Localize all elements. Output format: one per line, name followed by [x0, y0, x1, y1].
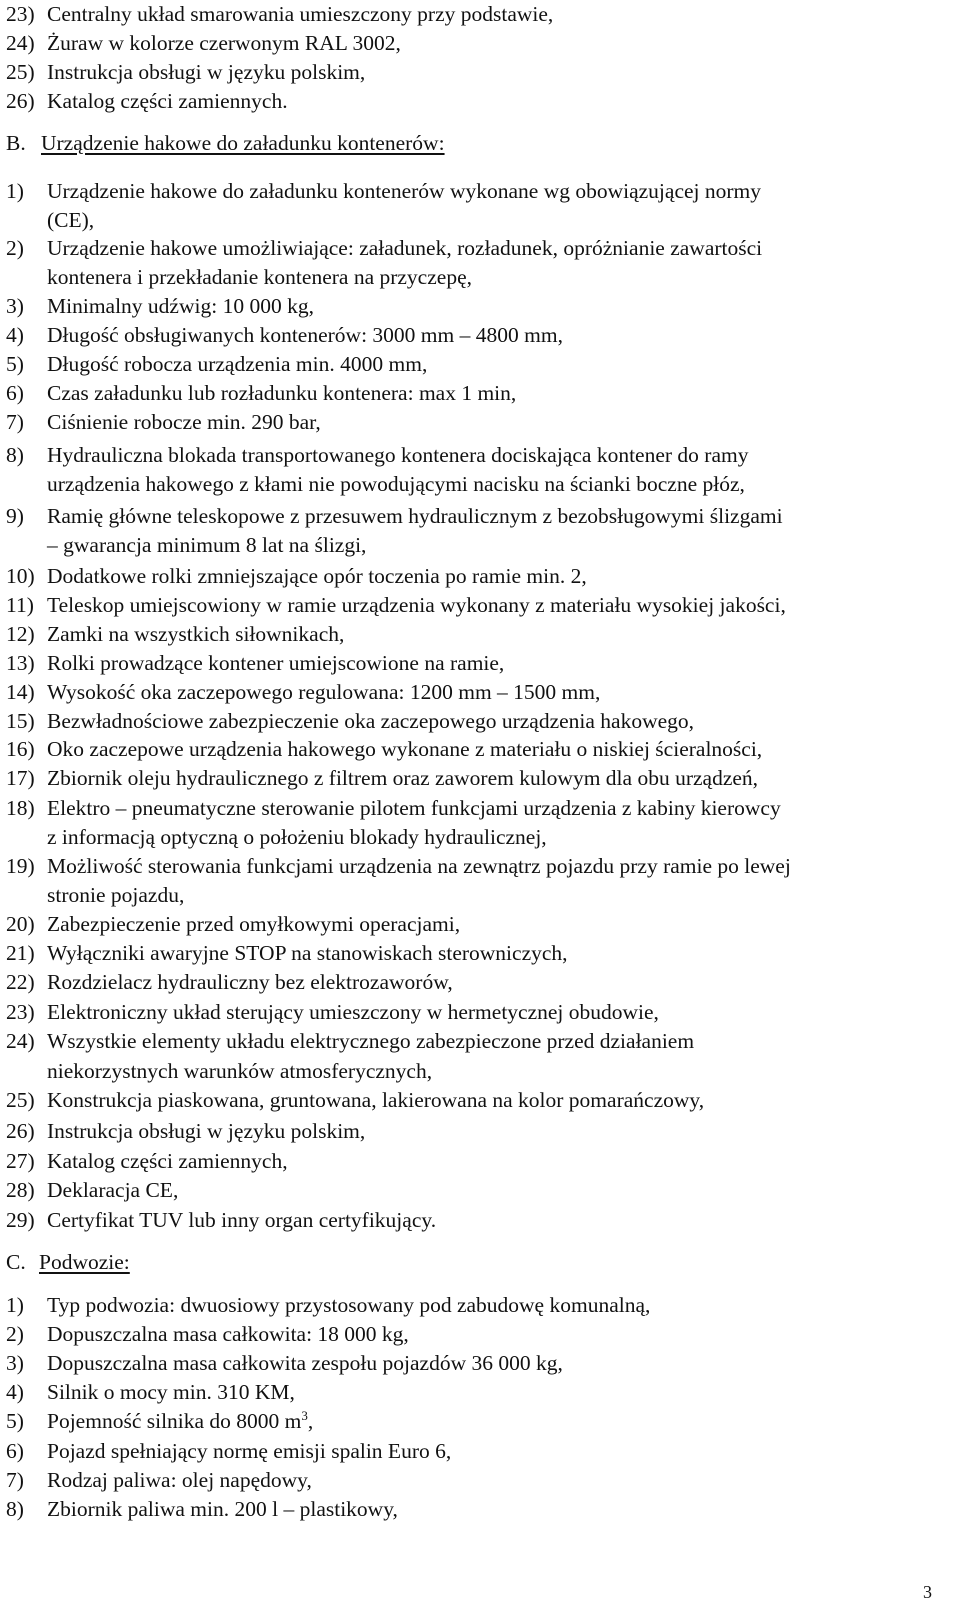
section-letter: C.: [6, 1250, 26, 1274]
item-number: 3): [6, 1351, 24, 1375]
item-text: Instrukcja obsługi w języku polskim,: [47, 60, 366, 84]
item-text: Teleskop umiejscowiony w ramie urządzenia wykonany z materiału wysokiej jakości,: [47, 593, 786, 617]
item-number: 5): [6, 352, 24, 376]
item-number: 22): [6, 970, 35, 994]
item-text: [47, 1441, 451, 1463]
item-text: [47, 1382, 295, 1404]
item-number: 26): [6, 89, 35, 113]
item-text: Bezwładnościowe zabezpieczenie oka zaczepowego urządzenia hakowego,: [47, 709, 695, 733]
item-number: 7): [6, 1468, 24, 1492]
item-number: 4): [6, 1380, 24, 1404]
item-number: 15): [6, 709, 35, 733]
item-number: 11): [6, 593, 34, 617]
item-number: 19): [6, 854, 35, 878]
item-text: Zbiornik oleju hydraulicznego z filtrem oraz zaworem kulowym dla obu urządzeń,: [47, 766, 759, 790]
item-number: 12): [6, 622, 35, 646]
item-text: [47, 1499, 398, 1521]
item-number: 26): [6, 1119, 35, 1143]
item-number: 14): [6, 680, 35, 704]
item-text: – gwarancja minimum 8 lat na ślizgi,: [47, 533, 367, 557]
item-number: 5): [6, 1409, 24, 1433]
item-text: Urządzenie hakowe do załadunku kontenerów wykonane wg obowiązującej normy: [47, 179, 762, 203]
item-text-main: Typ podwozia: dwuosiowy przystosowany pod zabudowę komunalną,: [47, 1293, 651, 1317]
item-text: Zabezpieczenie przed omyłkowymi operacjami,: [47, 912, 461, 936]
item-text: Centralny układ smarowania umieszczony przy podstawie,: [47, 2, 554, 26]
item-text: Deklaracja CE,: [47, 1178, 179, 1202]
item-number: 13): [6, 651, 35, 675]
item-text: Długość obsługiwanych kontenerów: 3000 mm – 4800 mm,: [47, 323, 563, 347]
item-number: 8): [6, 1497, 24, 1521]
item-text: Hydrauliczna blokada transportowanego kontenera dociskająca kontener do ramy: [47, 443, 749, 467]
item-text: Wszystkie elementy układu elektrycznego zabezpieczone przed działaniem: [47, 1029, 695, 1053]
item-text: Dodatkowe rolki zmniejszające opór toczenia po ramie min. 2,: [47, 564, 587, 588]
item-text: Wysokość oka zaczepowego regulowana: 1200 mm – 1500 mm,: [47, 680, 601, 704]
section-title: Urządzenie hakowe do załadunku kontenerów:: [41, 131, 445, 155]
item-number: 1): [6, 179, 24, 203]
item-text: Ramię główne teleskopowe z przesuwem hydraulicznym z bezobsługowymi ślizgami: [47, 504, 783, 528]
item-number: 18): [6, 796, 35, 820]
item-text: Elektro – pneumatyczne sterowanie pilotem funkcjami urządzenia z kabiny kierowcy: [47, 796, 781, 820]
item-text: Rolki prowadzące kontener umiejscowione na ramie,: [47, 651, 505, 675]
item-text: [47, 1470, 312, 1492]
item-number: 23): [6, 1000, 35, 1024]
item-text-main: Dopuszczalna masa całkowita: 18 000 kg,: [47, 1322, 409, 1346]
item-text-main: Pojemność silnika do 8000 m: [47, 1409, 302, 1433]
item-number: 28): [6, 1178, 35, 1202]
item-text: [47, 1408, 314, 1433]
page-number: 3: [923, 1582, 932, 1602]
item-text: Certyfikat TUV lub inny organ certyfikujący.: [47, 1208, 437, 1232]
item-text-main: Rodzaj paliwa: olej napędowy,: [47, 1468, 312, 1492]
item-text: Możliwość sterowania funkcjami urządzenia na zewnątrz pojazdu przy ramie po lewej: [47, 854, 791, 878]
item-text: urządzenia hakowego z kłami nie powodującymi nacisku na ścianki boczne płóz,: [47, 472, 745, 496]
item-text: Katalog części zamiennych.: [47, 89, 288, 113]
item-number: 7): [6, 410, 24, 434]
item-number: 1): [6, 1293, 24, 1317]
item-text: Ciśnienie robocze min. 290 bar,: [47, 410, 321, 434]
item-number: 25): [6, 1088, 35, 1112]
item-number: 23): [6, 2, 35, 26]
item-number: 27): [6, 1149, 35, 1173]
item-number: 4): [6, 323, 24, 347]
item-text: Katalog części zamiennych,: [47, 1149, 288, 1173]
item-number: 24): [6, 31, 35, 55]
section-letter: B.: [6, 131, 26, 155]
item-text: niekorzystnych warunków atmosferycznych,: [47, 1059, 433, 1083]
item-text: stronie pojazdu,: [47, 883, 185, 907]
item-text-suffix: ,: [307, 1409, 314, 1433]
item-text-main: Silnik o mocy min. 310 KM,: [47, 1380, 295, 1404]
item-number: 3): [6, 294, 24, 318]
item-text: Rozdzielacz hydrauliczny bez elektrozaworów,: [47, 970, 453, 994]
item-text: Minimalny udźwig: 10 000 kg,: [47, 294, 314, 318]
item-number: 21): [6, 941, 35, 965]
item-number: 8): [6, 443, 24, 467]
item-text: [47, 1353, 563, 1375]
item-text-main: Zbiornik paliwa min. 200 l – plastikowy,: [47, 1497, 398, 1521]
item-number: 17): [6, 766, 35, 790]
item-text: Żuraw w kolorze czerwonym RAL 3002,: [47, 31, 401, 55]
item-text: kontenera i przekładanie kontenera na przyczepę,: [47, 265, 472, 289]
item-number: 2): [6, 1322, 24, 1346]
item-number: 24): [6, 1029, 35, 1053]
item-number: 2): [6, 236, 24, 260]
item-text: (CE),: [47, 208, 95, 232]
item-text: Elektroniczny układ sterujący umieszczony w hermetycznej obudowie,: [47, 1000, 659, 1024]
item-number: 16): [6, 737, 35, 761]
item-text: Długość robocza urządzenia min. 4000 mm,: [47, 352, 428, 376]
item-number: 29): [6, 1208, 35, 1232]
item-number: 9): [6, 504, 24, 528]
item-text: Instrukcja obsługi w języku polskim,: [47, 1119, 366, 1143]
item-text: Czas załadunku lub rozładunku kontenera: max 1 min,: [47, 381, 517, 405]
item-number: 25): [6, 60, 35, 84]
item-number: 10): [6, 564, 35, 588]
item-text-main: Pojazd spełniający normę emisji spalin Euro 6,: [47, 1439, 452, 1463]
item-text: Konstrukcja piaskowana, gruntowana, lakierowana na kolor pomarańczowy,: [47, 1088, 705, 1112]
item-text: Oko zaczepowe urządzenia hakowego wykonane z materiału o niskiej ścieralności,: [47, 737, 763, 761]
item-text: [47, 1324, 409, 1346]
section-title: Podwozie:: [39, 1250, 130, 1274]
item-text: Zamki na wszystkich siłownikach,: [47, 622, 345, 646]
item-text: [47, 1295, 650, 1317]
item-text: Urządzenie hakowe umożliwiające: załadunek, rozładunek, opróżnianie zawartości: [47, 236, 763, 260]
item-number: 6): [6, 381, 24, 405]
item-text: z informacją optyczną o położeniu blokady hydraulicznej,: [47, 825, 547, 849]
item-number: 20): [6, 912, 35, 936]
item-text: Wyłączniki awaryjne STOP na stanowiskach sterowniczych,: [47, 941, 568, 965]
item-number: 6): [6, 1439, 24, 1463]
superscript: 3: [301, 1408, 308, 1423]
item-text-main: Dopuszczalna masa całkowita zespołu pojazdów 36 000 kg,: [47, 1351, 563, 1375]
